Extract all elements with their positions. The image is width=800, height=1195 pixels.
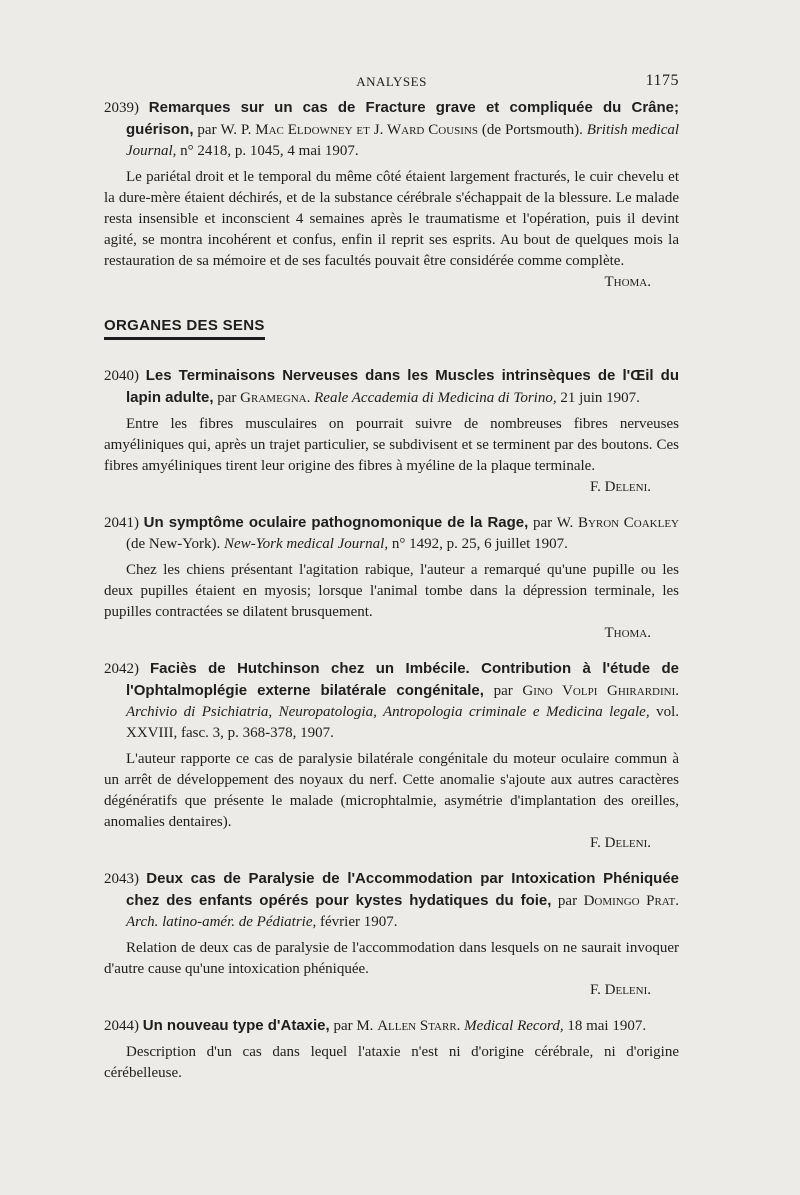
page-number: 1175	[645, 72, 679, 89]
article-ref: n° 2418, p. 1045, 4 mai 1907.	[180, 143, 359, 159]
article-authors: Domingo Prat.	[583, 893, 679, 909]
article-body: Le pariétal droit et le temporal du même côté étaient largement fracturés, le cuir chevelu et la dure-mère étaient déchirés, et de la substance cérébrale s'échappait de la blessure. Le malade resta insensible et inconscient 4 semaines après le traumatisme et l'opération, puis il devint agité, se montra incohérent et confus, enfin il reprit ses esprits. Au bout de quelques mois la restauration de sa mémoire et de ses facultés pouvait être considérée comme complète.	[104, 169, 679, 269]
article-heading	[104, 365, 679, 409]
section-title: ORGANES DES SENS	[104, 315, 265, 340]
article-signature: F. Deleni.	[590, 479, 651, 495]
article-body: Entre les fibres musculaires on pourrait suivre de nombreuses fibres nerveuses amyéliniques qui, après un trajet particulier, se subdivisent et se terminent par des boutons. Ces fibres amyéliniques tirent leur origine des fibres à myéline de la plaque terminale.	[104, 416, 679, 474]
article-by: par	[532, 515, 553, 531]
article-place: (de Portsmouth).	[481, 122, 583, 138]
article-by: par	[217, 390, 237, 406]
article-2041	[104, 512, 679, 644]
article-heading	[104, 1015, 679, 1037]
article-title: Les Terminaisons Nerveuses dans les Muscles intrinsèques de l'Œil du lapin adulte,	[126, 367, 679, 406]
article-ref: vol. XXVIII, fasc. 3, p. 368-378, 1907.	[126, 704, 679, 741]
article-number: 2042)	[104, 661, 139, 677]
article-2043	[104, 868, 679, 1001]
article-2042	[104, 658, 679, 854]
article-authors: Allen Starr.	[377, 1018, 461, 1034]
article-journal: Medical Record,	[464, 1018, 564, 1034]
article-heading	[104, 97, 679, 162]
article-title: Deux cas de Paralysie de l'Accommodation par Intoxication Phéniquée chez des enfants opérés pour kystes hydatiques du foie,	[126, 870, 679, 909]
article-ref: 21 juin 1907.	[560, 390, 640, 406]
article-ref: février 1907.	[320, 914, 398, 930]
article-signature: F. Deleni.	[590, 982, 651, 998]
article-journal: British medical Journal,	[126, 122, 680, 159]
article-body: L'auteur rapporte ce cas de paralysie bilatérale congénitale du moteur oculaire commun à un arrêt de développement des noyaux du nerf. Cette anomalie s'ajoute aux autres caractères dégénératifs que présente le malade (microphtalmie, asymétrie d'implantation des oreilles, anomalies dentaires).	[104, 751, 679, 830]
article-ref: n° 1492, p. 25, 6 juillet 1907.	[391, 536, 568, 552]
article-authors: Gramegna.	[240, 390, 311, 406]
article-2044	[104, 1015, 679, 1084]
article-number: 2041)	[104, 515, 139, 531]
article-by: par	[493, 683, 513, 699]
article-by: par M.	[333, 1018, 374, 1034]
article-number: 2044)	[104, 1018, 139, 1034]
article-journal: Arch. latino-amér. de Pédiatrie,	[126, 914, 317, 930]
article-journal: Reale Accademia di Medicina di Torino,	[314, 390, 557, 406]
article-ref: 18 mai 1907.	[567, 1018, 647, 1034]
article-title: Faciès de Hutchinson chez un Imbécile. Contribution à l'étude de l'Ophtalmoplégie externe bilatérale congénitale,	[126, 660, 679, 699]
header-title: ANALYSES	[356, 74, 427, 89]
article-authors: Gino Volpi Ghirardini.	[522, 683, 680, 699]
article-title: Un symptôme oculaire pathognomonique de la Rage,	[143, 514, 529, 531]
running-header	[104, 74, 679, 96]
article-heading	[104, 512, 679, 555]
article-signature: Thoma.	[604, 274, 651, 290]
article-2040	[104, 365, 679, 498]
article-title: Un nouveau type d'Ataxie,	[142, 1017, 330, 1034]
article-signature: F. Deleni.	[590, 835, 651, 851]
article-number: 2043)	[104, 871, 139, 887]
article-2039	[104, 97, 679, 293]
article-authors: W. Byron Coakley	[556, 515, 679, 531]
article-body: Relation de deux cas de paralysie de l'accommodation dans lesquels on ne saurait invoquer d'autre cause qu'une intoxication phéniquée.	[104, 940, 679, 977]
article-body: Description d'un cas dans lequel l'ataxie n'est ni d'origine cérébrale, ni d'origine cérébelleuse.	[104, 1044, 679, 1081]
article-heading	[104, 868, 679, 933]
article-number: 2039)	[104, 100, 139, 116]
article-place: (de New-York).	[126, 536, 221, 552]
article-authors: W. P. Mac Eldowney et J. Ward Cousins	[220, 122, 478, 138]
article-journal: New-York medical Journal,	[224, 536, 389, 552]
article-by: par	[557, 893, 578, 909]
article-title: Remarques sur un cas de Fracture grave et compliquée du Crâne; guérison,	[126, 99, 679, 138]
article-heading	[104, 658, 679, 744]
article-number: 2040)	[104, 368, 139, 384]
article-body: Chez les chiens présentant l'agitation rabique, l'auteur a remarqué qu'une pupille ou les deux pupilles étaient en myosis; lorsque l'animal tombe dans la dépression terminale, les pupilles contractées se dilatent brusquement.	[104, 562, 679, 620]
article-signature: Thoma.	[604, 625, 651, 641]
article-by: par	[197, 122, 217, 138]
page-content	[104, 97, 679, 1084]
article-journal: Archivio di Psichiatria, Neuropatologia, Antropologia criminale e Medicina legale,	[126, 704, 650, 720]
